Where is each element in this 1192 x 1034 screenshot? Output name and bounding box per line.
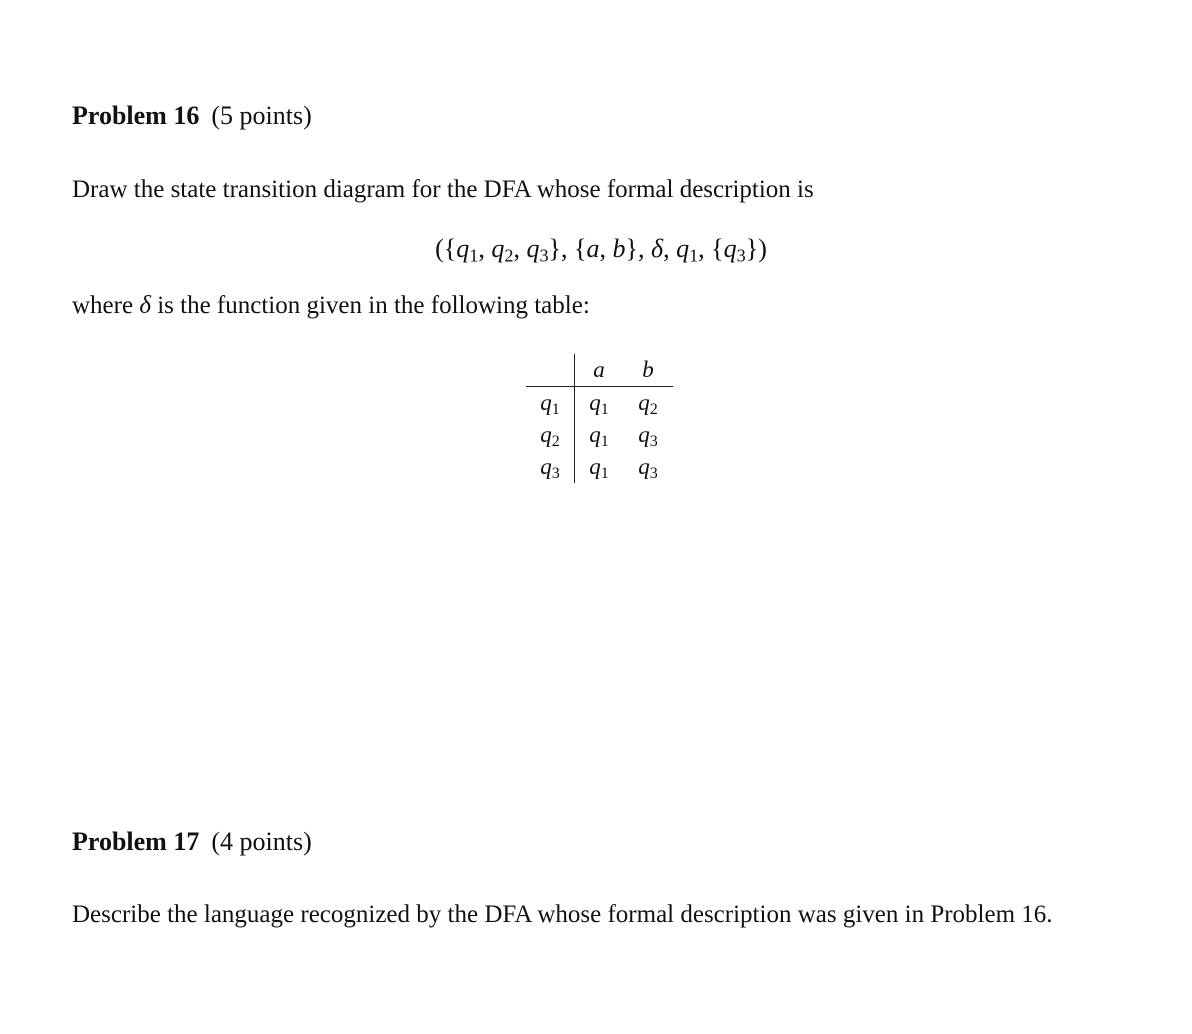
problem-17-heading — [72, 827, 312, 857]
table-corner-cell — [526, 354, 575, 387]
cell-q1-a: $q_1$ — [589, 390, 609, 419]
row-state-q3: $q_3$ — [526, 451, 575, 483]
table-row — [526, 451, 673, 483]
table-row — [526, 419, 673, 451]
problem-16-intro: Draw the state transition diagram for the DFA whose formal description is — [72, 176, 814, 203]
where-text: where — [72, 292, 134, 319]
cell-q1-b: $q_2$ — [638, 390, 658, 419]
transition-table — [526, 354, 673, 483]
cell-q2-b: $q_3$ — [638, 422, 658, 451]
where-rest-text: is the function given in the following table: — [157, 292, 590, 319]
problem-16-title: Problem 16 — [72, 101, 200, 130]
cell-q3-b: $q_3$ — [638, 454, 658, 483]
column-header-a: a — [575, 354, 624, 387]
problem-17-title: Problem 17 — [72, 827, 200, 856]
problem-16-where-line — [72, 289, 590, 322]
dfa-formal-description: ({$q_1$, $q_2$, $q_3$}, {a, b}, δ, $q_1$, $\{q_3\}$) — [435, 234, 767, 266]
column-header-b: b — [623, 354, 673, 387]
cell-q3-a: $q_1$ — [589, 454, 609, 483]
problem-17-points: (4 points) — [211, 827, 312, 856]
table-row — [526, 387, 673, 420]
table-header-row — [526, 354, 673, 387]
problem-16-heading — [72, 101, 312, 131]
delta-symbol: δ — [650, 234, 664, 263]
cell-q2-a: $q_1$ — [589, 422, 609, 451]
problem-16-points: (5 points) — [211, 101, 312, 130]
problem-17-text: Describe the language recognized by the DFA whose formal description was given in Problem 16. — [72, 901, 1053, 928]
where-delta-symbol: δ — [139, 292, 151, 319]
state-q1-index: 1 — [469, 245, 479, 266]
row-state-q2: $q_2$ — [526, 419, 575, 451]
row-state-q1: $q_1$ — [526, 387, 575, 420]
